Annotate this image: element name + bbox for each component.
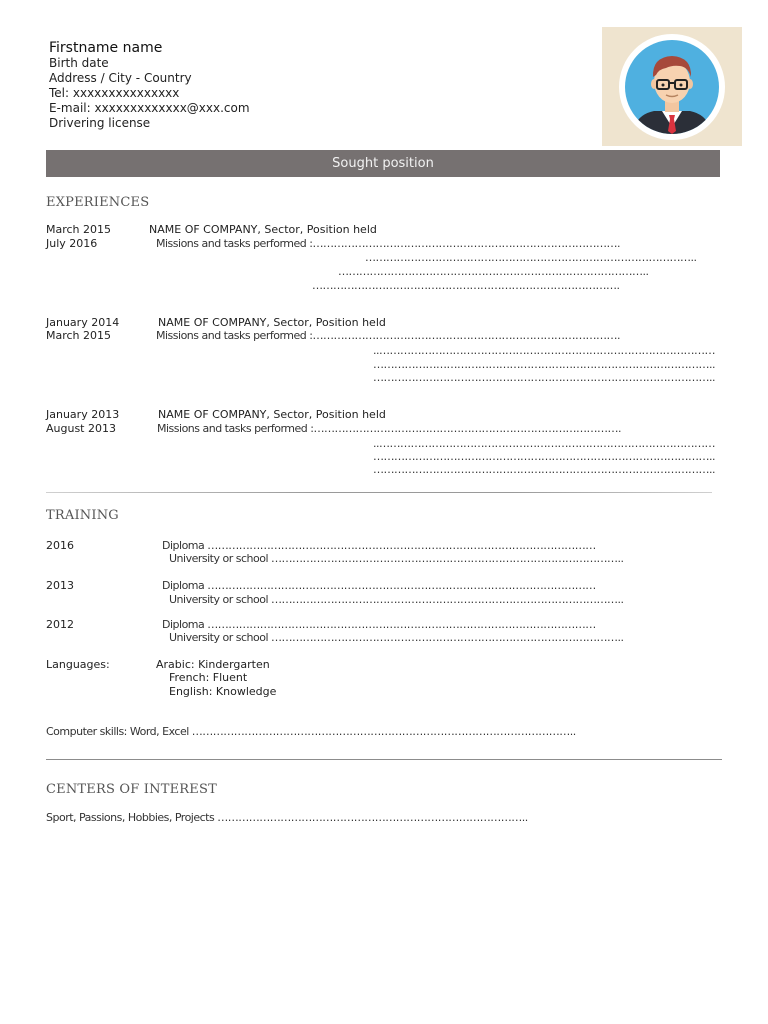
exp-mission-line: …………………………………………………………………………………….. [373, 358, 715, 371]
email: E-mail: xxxxxxxxxxxxx@xxx.com [49, 101, 250, 115]
exp-start-date: January 2014 [46, 316, 120, 329]
training-school: University or school ……………………………………………………………………………………….. [169, 552, 624, 565]
exp-mission-line: …………………………………………………………………………………….. [373, 450, 715, 463]
training-diploma: Diploma ………………………………………………………………………………………………… [162, 539, 596, 552]
training-diploma: Diploma ………………………………………………………………………………………………… [162, 579, 596, 592]
exp-mission-line: …………………………………………………………………………………….. [373, 371, 715, 384]
experiences-heading: EXPERIENCES [46, 195, 150, 210]
driving-license: Drivering license [49, 116, 151, 130]
exp-end-date: March 2015 [46, 329, 112, 342]
address: Address / City - Country [49, 71, 192, 85]
training-school: University or school ……………………………………………………………………………………….. [169, 631, 624, 644]
language-item: English: Knowledge [169, 685, 277, 698]
training-heading: TRAINING [46, 508, 119, 523]
section-divider [46, 492, 712, 493]
exp-missions: Missions and tasks performed :……………………………………………………………………………. [156, 329, 620, 342]
telephone: Tel: xxxxxxxxxxxxxxx [49, 86, 180, 100]
exp-missions: Missions and tasks performed :……………………………………………………………………………. [157, 422, 621, 435]
interests-text: Sport, Passions, Hobbies, Projects …………………………………………………………………………….. [46, 811, 528, 824]
exp-start-date: March 2015 [46, 223, 112, 236]
computer-skills: Computer skills: Word, Excel ……………………………………………………………………………………………….. [46, 725, 576, 738]
exp-mission-line: …………………………………………………………………………….. [338, 265, 649, 278]
exp-mission-line: ..…………………………………………………………………………………… [373, 344, 715, 357]
section-divider [46, 759, 722, 760]
training-diploma: Diploma ………………………………………………………………………………………………… [162, 618, 596, 631]
training-year: 2016 [46, 539, 74, 552]
training-year: 2013 [46, 579, 74, 592]
exp-mission-line: ..…………………………………………………………………………………… [373, 437, 715, 450]
exp-company: NAME OF COMPANY, Sector, Position held [158, 316, 386, 329]
sought-position-banner: Sought position [46, 150, 720, 177]
man-avatar-icon [602, 27, 742, 146]
language-item: French: Fluent [169, 671, 248, 684]
birth-date: Birth date [49, 56, 109, 70]
exp-end-date: July 2016 [46, 237, 98, 250]
exp-end-date: August 2013 [46, 422, 116, 435]
exp-missions: Missions and tasks performed :……………………………………………………………………………. [156, 237, 620, 250]
exp-company: NAME OF COMPANY, Sector, Position held [149, 223, 377, 236]
training-school: University or school ……………………………………………………………………………………….. [169, 593, 624, 606]
exp-mission-line: …………………………………………………………………………………….. [373, 463, 715, 476]
languages-label: Languages: [46, 658, 110, 671]
exp-company: NAME OF COMPANY, Sector, Position held [158, 408, 386, 421]
training-year: 2012 [46, 618, 74, 631]
language-item: Arabic: Kindergarten [156, 658, 270, 671]
exp-mission-line: ………………………………………………………………………………….. [365, 251, 697, 264]
exp-mission-line: ……………………………………………………………………………. [312, 279, 620, 292]
interests-heading: CENTERS OF INTEREST [46, 782, 217, 797]
exp-start-date: January 2013 [46, 408, 120, 421]
full-name: Firstname name [49, 40, 163, 56]
photo-frame [602, 27, 742, 146]
